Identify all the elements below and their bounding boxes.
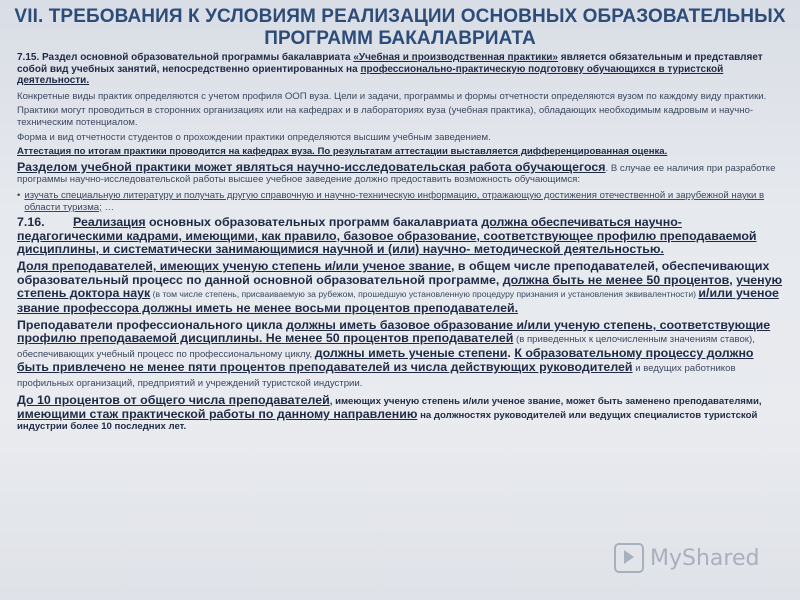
prof-cycle-degrees: должны иметь ученые степени bbox=[314, 345, 508, 360]
bullet-main-text: изучать специальную литературу и получать другую справочную и научно-техническую информацию, отражающую достижения отечественной и зарубежной науки в области туризма; bbox=[24, 189, 765, 213]
research-body: . В случае ее наличия при разработке программы научно-исследовательской работы высшее учебное заведение должно предоставить возможность обучающимся: bbox=[17, 162, 776, 186]
p715-practice-title: «Учебная и производственная практики» bbox=[353, 52, 558, 63]
ten-percent-lead: До 10 процентов от общего числа преподавателей bbox=[17, 393, 330, 407]
title-line-1: VII. ТРЕБОВАНИЯ К УСЛОВИЯМ РЕАЛИЗАЦИИ ОСНОВНЫХ ОБРАЗОВАТЕЛЬНЫХ bbox=[14, 6, 786, 27]
bullet-text bbox=[24, 190, 787, 213]
paragraph-7-15 bbox=[17, 52, 787, 87]
p715-lead: 7.15. Раздел основной образовательной программы бакалавриата bbox=[17, 52, 354, 63]
play-icon bbox=[614, 543, 644, 573]
prof-cycle-tail: и ведущих работников профильных организаций, предприятий и учреждений туристской индустрии. bbox=[17, 363, 736, 389]
watermark-text: MyShared bbox=[650, 545, 760, 571]
staff-share-lead: Доля преподавателей, имеющих ученую степень и/или ученое звание bbox=[17, 259, 452, 274]
p716-requirement: должна обеспечиваться научно-педагогическими кадрами, имеющими, как правило, базовое образование, соответствующее профилю преподаваемой дисциплины, и систематически занимающимися научной и (или) научно- методической деятельностью. bbox=[17, 215, 757, 256]
prof-cycle-lead: Преподаватели профессионального цикла bbox=[17, 317, 286, 332]
staff-share-doctor: ученую степень доктора наук bbox=[17, 272, 783, 301]
prof-cycle-education: должны иметь базовое образование и/или ученую степень, соответствующие профилю преподаваемой дисциплины. bbox=[17, 317, 771, 346]
paragraph-practice-places: Практики могут проводиться в сторонних организациях или на кафедрах и в лабораториях вуза (учебная практика), обладающих необходимым кадровым и научно-техническим потенциалом. bbox=[17, 105, 754, 128]
paragraph-professional-cycle bbox=[17, 319, 787, 390]
p715-body: является обязательным и представляет собой вид учебных занятий, непосредственно ориентированных на bbox=[17, 52, 763, 75]
staff-share-sep: , bbox=[729, 272, 737, 287]
paragraph-attestation: Аттестация по итогам практики проводится на кафедрах вуза. По результатам аттестации выставляется дифференцированная оценка. bbox=[17, 146, 668, 158]
bullet-ellipsis: … bbox=[101, 201, 115, 213]
p716-number: 7.16. bbox=[17, 215, 45, 230]
p716-realization: Реализация bbox=[73, 215, 146, 230]
paragraph-report-form: Форма и вид отчетности студентов о прохождении практики определяются высшим учебным заведением. bbox=[17, 131, 491, 143]
ten-percent-tail: на должностях руководителей или ведущих специалистов туристской индустрии более 10 последних лет. bbox=[17, 409, 758, 433]
prof-cycle-five: К образовательному процессу должно быть привлечено не менее пяти процентов преподавателей из числа действующих руководителей bbox=[17, 345, 754, 375]
prof-cycle-50: Не менее 50 процентов преподавателей bbox=[262, 331, 514, 346]
staff-share-body: , в общем числе преподавателей, обеспечивающих образовательный процесс по данной основной образовательной программе, bbox=[17, 259, 770, 287]
research-heading: Разделом учебной практики может являться научно-исследовательская работа обучающегося bbox=[17, 159, 606, 174]
paragraph-7-16 bbox=[17, 216, 787, 256]
prof-cycle-note: (в приведенных к целочисленным значениям ставок), обеспечивающих учебный процесс по профессиональному циклу, bbox=[17, 334, 755, 360]
slide-title bbox=[0, 6, 800, 50]
prof-cycle-sep: . bbox=[507, 345, 515, 360]
ten-percent-experience: имеющими стаж практической работы по данному направлению bbox=[17, 406, 418, 421]
bullet-item bbox=[17, 190, 787, 213]
paragraph-ten-percent bbox=[17, 394, 787, 433]
paragraph-research bbox=[17, 161, 787, 186]
staff-share-note: (в том числе степень, присваиваемую за рубежом, прошедшую установленную процедуру признания и установления эквивалентности) bbox=[150, 289, 699, 300]
title-line-2: ПРОГРАММ БАКАЛАВРИАТА bbox=[264, 28, 536, 49]
p716-body: основных образовательных программ бакалавриата bbox=[145, 215, 482, 230]
ten-percent-body: , имеющих ученую степень и/или ученое звание, может быть заменено преподавателями, bbox=[329, 396, 762, 407]
paragraph-staff-share bbox=[17, 260, 787, 315]
staff-share-professor: и/или ученое звание профессора должны иметь не менее восьми процентов преподавателей. bbox=[17, 286, 779, 315]
staff-share-50: должна быть не менее 50 процентов bbox=[502, 272, 730, 287]
bullet-mark: • bbox=[17, 189, 21, 201]
p715-tail: профессионально-практическую подготовку обучающихся в туристской деятельности. bbox=[17, 63, 724, 87]
watermark-logo bbox=[614, 540, 784, 576]
slide-content bbox=[17, 52, 787, 437]
paragraph-practice-types: Конкретные виды практик определяются с учетом профиля ООП вуза. Цели и задачи, программы и формы отчетности определяются вузом по каждому виду практики. bbox=[17, 90, 767, 102]
